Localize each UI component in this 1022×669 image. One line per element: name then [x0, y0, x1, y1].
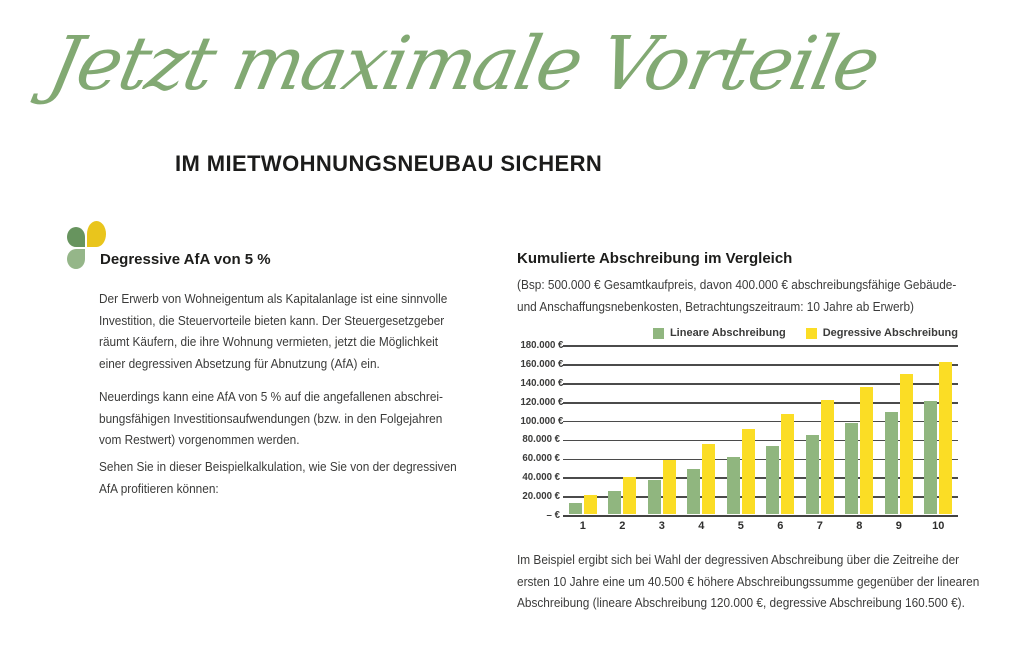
x-axis-line — [563, 515, 958, 517]
y-tick-label: 40.000 € — [522, 471, 560, 484]
gridline — [563, 345, 958, 347]
plot-area — [563, 346, 958, 516]
bar-degressive-year-1 — [584, 495, 597, 514]
bar-linear-year-7 — [806, 435, 819, 514]
leaf-petal-bottom-left-icon — [67, 249, 85, 269]
bar-linear-year-10 — [924, 401, 937, 514]
bar-linear-year-5 — [727, 457, 740, 514]
bar-degressive-year-4 — [702, 444, 715, 514]
leaf-petal-top-right-icon — [87, 221, 106, 247]
legend-item-degressive — [806, 327, 958, 339]
y-tick-label: – € — [546, 509, 560, 521]
bar-linear-year-3 — [648, 480, 661, 514]
bar-linear-year-2 — [608, 491, 621, 514]
x-tick-label: 10 — [932, 520, 945, 532]
y-tick-label: 80.000 € — [522, 433, 560, 446]
x-tick-label: 4 — [698, 520, 705, 532]
bar-degressive-year-7 — [821, 400, 834, 514]
script-headline: Jetzt maximale Vorteile — [41, 21, 886, 107]
x-tick-label: 3 — [658, 520, 665, 532]
bar-linear-year-9 — [885, 412, 898, 514]
legend-swatch-degressive-icon — [806, 328, 817, 339]
intro-paragraph: Der Erwerb von Wohneigentum als Kapitalanlage ist eine sinnvolle Investition, die Steuervorteile bieten kann. Der Steuergesetzgeber räumt Käufern, die ihre Wohnung vermieten, jetzt die Möglichkeit einer degressiven Absetzung für Abnutzung (AfA) ein. — [99, 291, 448, 371]
bar-degressive-year-8 — [860, 387, 873, 514]
x-tick-label: 1 — [579, 520, 586, 532]
x-tick-label: 7 — [816, 520, 823, 532]
bar-degressive-year-9 — [900, 374, 913, 514]
bar-degressive-year-10 — [939, 362, 952, 514]
y-tick-label: 140.000 € — [520, 376, 564, 389]
chart-title: Kumulierte Abschreibung im Vergleich — [517, 250, 793, 267]
bar-degressive-year-5 — [742, 429, 755, 514]
bar-degressive-year-3 — [663, 460, 676, 514]
x-axis-labels — [563, 520, 958, 532]
bar-chart — [517, 327, 958, 533]
x-tick-label: 2 — [619, 520, 626, 532]
x-tick-label: 9 — [895, 520, 902, 532]
legend-label-degressive: Degressive Abschreibung — [822, 327, 958, 339]
gridline — [563, 364, 958, 366]
y-tick-label: 160.000 € — [520, 357, 564, 370]
chart-subtitle: (Bsp: 500.000 € Gesamtkaufpreis, davon 400.000 € abschreibungsfähige Gebäude- und Anschaffungsnebenkosten, Betrachtungszeitraum: 10 Jahre ab Erwerb) — [517, 277, 957, 314]
bar-linear-year-1 — [569, 503, 582, 514]
y-axis-labels — [517, 339, 564, 521]
bar-linear-year-8 — [845, 423, 858, 514]
example-lead-paragraph: Sehen Sie in dieser Beispielkalkulation, wie Sie von der degressiven AfA profitieren können: — [99, 459, 457, 496]
x-tick-label: 6 — [777, 520, 784, 532]
y-tick-label: 20.000 € — [522, 490, 560, 503]
y-tick-label: 180.000 € — [520, 339, 564, 351]
bar-linear-year-4 — [687, 469, 700, 514]
bar-degressive-year-6 — [781, 414, 794, 514]
section-heading: Degressive AfA von 5 % — [100, 251, 271, 268]
bar-degressive-year-2 — [623, 477, 636, 514]
legend-swatch-linear-icon — [653, 328, 664, 339]
y-tick-label: 100.000 € — [520, 414, 564, 427]
x-tick-label: 5 — [737, 520, 744, 532]
leaf-petal-top-left-icon — [67, 227, 85, 247]
x-tick-label: 8 — [856, 520, 863, 532]
bar-linear-year-6 — [766, 446, 779, 514]
y-tick-label: 120.000 € — [520, 395, 564, 408]
chart-footnote: Im Beispiel ergibt sich bei Wahl der degressiven Abschreibung über die Zeitreihe der ersten 10 Jahre eine um 40.500 € höhere Abschreibungssumme gegenüber der linearen Abschreibung (lineare Abschreibung 120.000 €, degressive Abschreibung 160.500 €). — [517, 552, 980, 610]
y-tick-label: 60.000 € — [522, 452, 560, 465]
legend-item-linear — [653, 327, 786, 339]
chart-legend — [653, 327, 958, 339]
afa-paragraph: Neuerdings kann eine AfA von 5 % auf die angefallenen abschrei- bungsfähigen Investitionsaufwendungen (bzw. in den Folgejahren vom Restwert) vorgenommen werden. — [99, 389, 443, 447]
headline-subtitle: IM MIETWOHNUNGSNEUBAU SICHERN — [175, 151, 603, 176]
legend-label-linear: Lineare Abschreibung — [669, 327, 786, 339]
